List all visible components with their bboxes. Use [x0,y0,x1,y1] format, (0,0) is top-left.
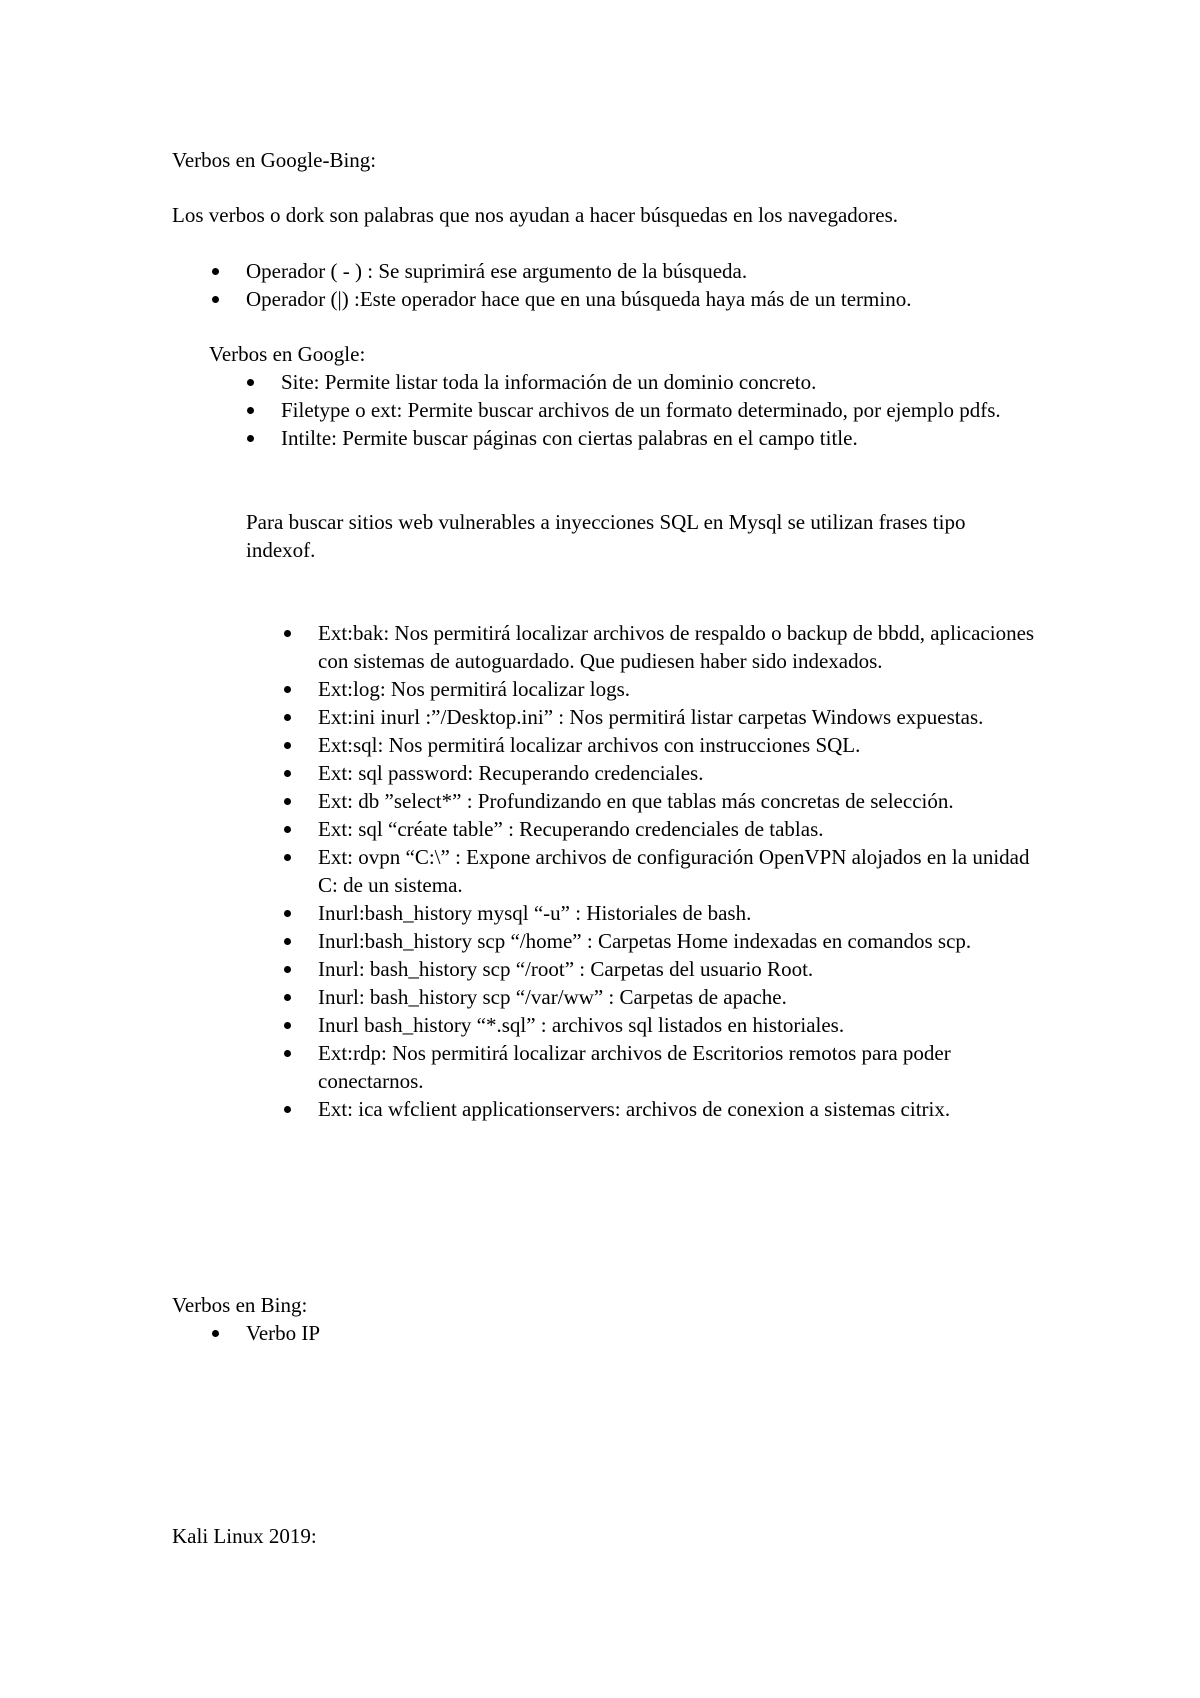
list-item: Inurl bash_history “*.sql” : archivos sql listados en historiales. [318,1011,1036,1039]
list-item: Ext:bak: Nos permitirá localizar archivos de respaldo o backup de bbdd, aplicaciones con sistemas de autoguardado. Que pudiesen haber sido indexados. [318,619,1036,675]
dorks-list [318,619,1036,1123]
bullet-icon [284,770,291,777]
list-item: Operador ( - ) : Se suprimirá ese argumento de la búsqueda. [246,257,1046,285]
footer-heading: Kali Linux 2019: [172,1524,317,1548]
list-item: Ext: ica wfclient applicationservers: archivos de conexion a sistemas citrix. [318,1095,1036,1123]
list-item: Inurl: bash_history scp “/root” : Carpetas del usuario Root. [318,955,1036,983]
list-item: Ext:rdp: Nos permitirá localizar archivos de Escritorios remotos para poder conectarnos. [318,1039,1036,1095]
bullet-icon [284,826,291,833]
bullet-icon [284,742,291,749]
bullet-icon [284,1050,291,1057]
list-item: Inurl: bash_history scp “/var/ww” : Carpetas de apache. [318,983,1036,1011]
list-item: Ext: ovpn “C:\” : Expone archivos de configuración OpenVPN alojados en la unidad C: de un sistema. [318,843,1036,899]
bullet-icon [247,407,254,414]
bullet-icon [284,1106,291,1113]
list-item: Ext:ini inurl :”/Desktop.ini” : Nos permitirá listar carpetas Windows expuestas. [318,703,1036,731]
bullet-icon [284,994,291,1001]
bullet-icon [247,435,254,442]
list-item: Ext: sql password: Recuperando credenciales. [318,759,1036,787]
list-item: Operador (|) :Este operador hace que en una búsqueda haya más de un termino. [246,285,1046,313]
main-heading: Verbos en Google-Bing: [172,148,377,172]
bing-verbs-list [246,1319,946,1347]
bullet-icon [284,910,291,917]
bullet-icon [284,798,291,805]
list-item: Intilte: Permite buscar páginas con ciertas palabras en el campo title. [281,424,1021,452]
bullet-icon [212,296,219,303]
google-verbs-list [281,368,1021,452]
sql-paragraph: Para buscar sitios web vulnerables a inyecciones SQL en Mysql se utilizan frases tipo indexof. [246,510,966,562]
list-item: Ext: db ”select*” : Profundizando en que tablas más concretas de selección. [318,787,1036,815]
bullet-icon [212,268,219,275]
bing-heading: Verbos en Bing: [172,1293,308,1317]
list-item: Inurl:bash_history scp “/home” : Carpetas Home indexadas en comandos scp. [318,927,1036,955]
list-item: Ext:sql: Nos permitirá localizar archivos con instrucciones SQL. [318,731,1036,759]
bullet-icon [284,686,291,693]
list-item: Verbo IP [246,1319,946,1347]
intro-paragraph: Los verbos o dork son palabras que nos ayudan a hacer búsquedas en los navegadores. [172,203,899,227]
bullet-icon [284,854,291,861]
google-heading: Verbos en Google: [209,342,366,366]
bullet-icon [284,1022,291,1029]
bullet-icon [284,938,291,945]
bullet-icon [284,714,291,721]
list-item: Inurl:bash_history mysql “-u” : Historiales de bash. [318,899,1036,927]
list-item: Site: Permite listar toda la información de un dominio concreto. [281,368,1021,396]
bullet-icon [247,379,254,386]
operators-list [246,257,1046,313]
bullet-icon [212,1330,219,1337]
bullet-icon [284,966,291,973]
list-item: Filetype o ext: Permite buscar archivos de un formato determinado, por ejemplo pdfs. [281,396,1021,424]
list-item: Ext: sql “créate table” : Recuperando credenciales de tablas. [318,815,1036,843]
bullet-icon [284,630,291,637]
list-item: Ext:log: Nos permitirá localizar logs. [318,675,1036,703]
